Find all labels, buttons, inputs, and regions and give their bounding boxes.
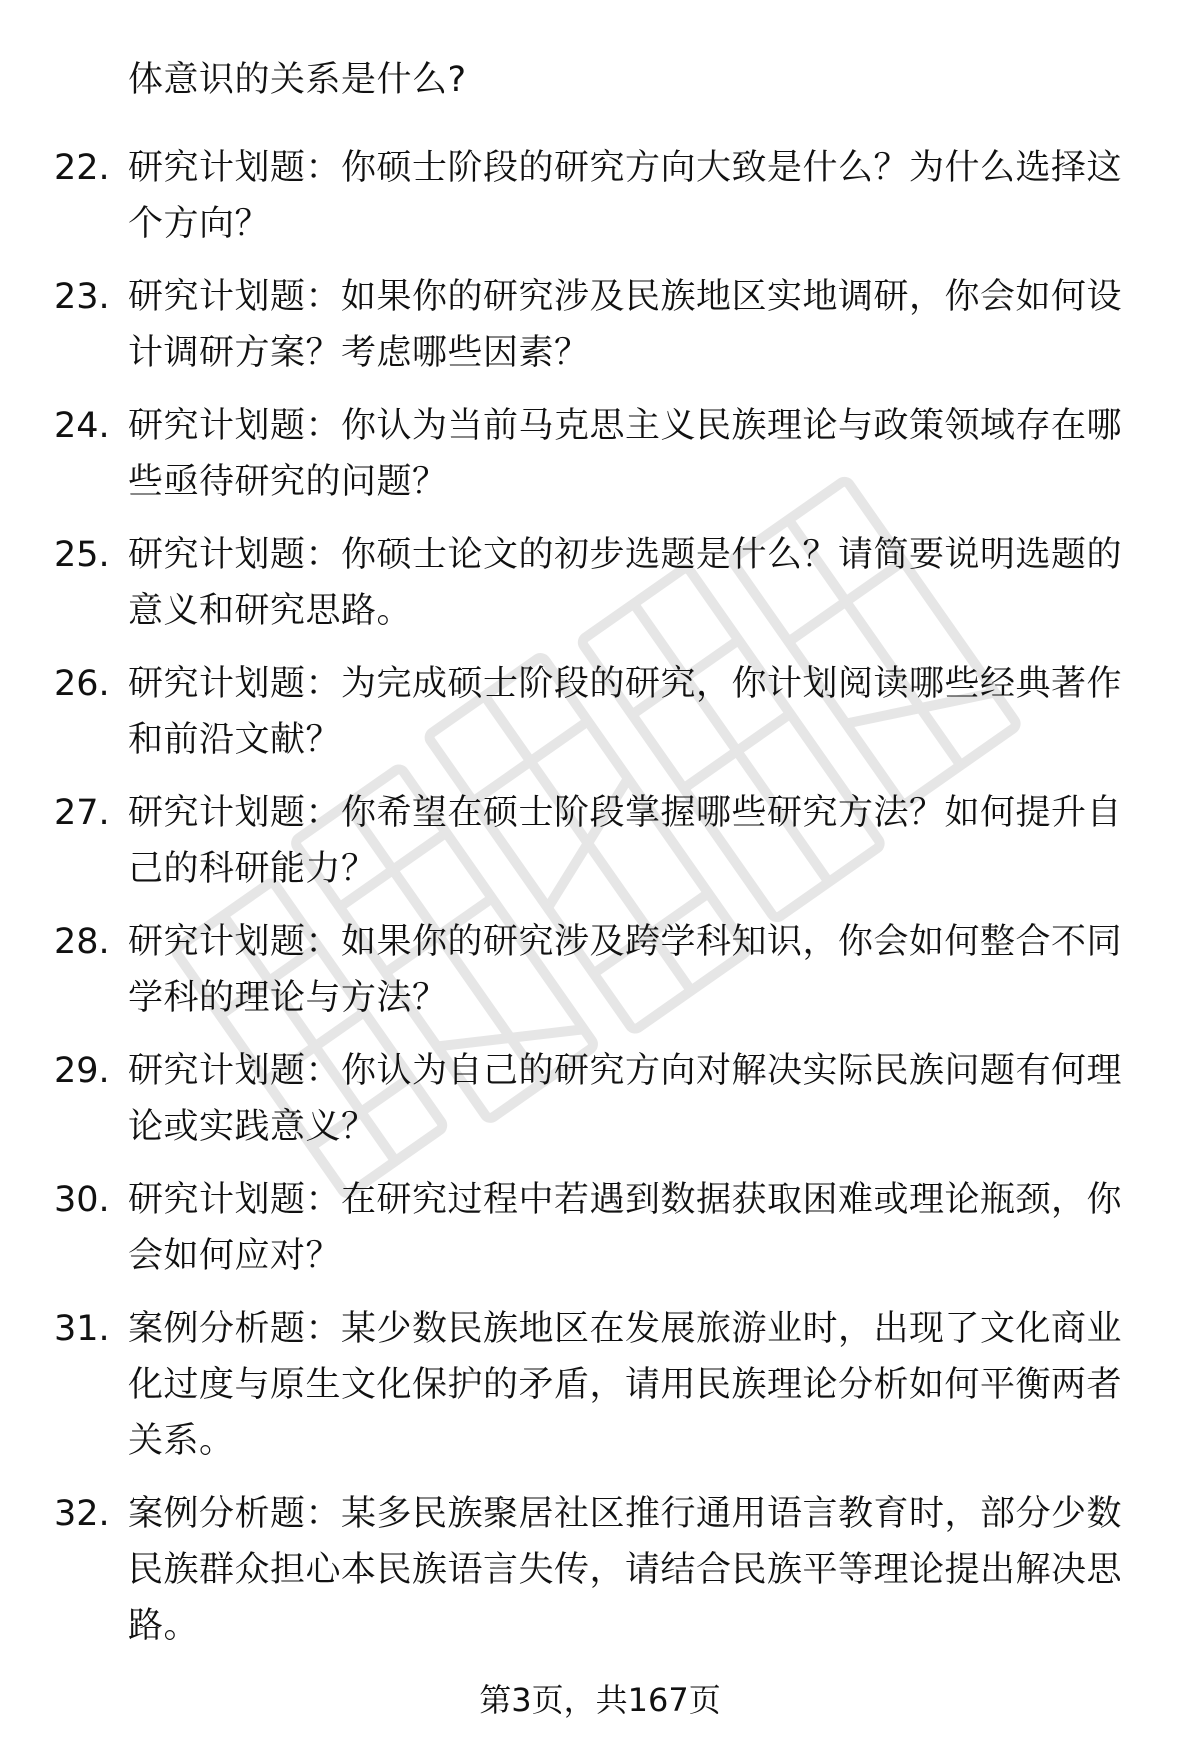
question-item bbox=[0, 1043, 1200, 1155]
question-item bbox=[0, 398, 1200, 510]
question-text: 研究计划题：你认为自己的研究方向对解决实际民族问题有何理论或实践意义？ bbox=[128, 1051, 1123, 1147]
question-item bbox=[0, 1301, 1200, 1469]
question-number: 32. bbox=[54, 1494, 110, 1534]
question-item bbox=[0, 527, 1200, 639]
question-item bbox=[0, 785, 1200, 897]
question-item bbox=[0, 1172, 1200, 1284]
question-number: 25. bbox=[54, 535, 110, 575]
question-text: 研究计划题：如果你的研究涉及民族地区实地调研，你会如何设计调研方案？考虑哪些因素？ bbox=[128, 277, 1123, 373]
question-item bbox=[0, 656, 1200, 768]
continuation-text: 体意识的关系是什么? bbox=[128, 60, 467, 100]
question-list bbox=[0, 140, 1200, 1671]
question-text: 研究计划题：在研究过程中若遇到数据获取困难或理论瓶颈，你会如何应对？ bbox=[128, 1180, 1123, 1276]
question-item bbox=[0, 140, 1200, 252]
question-item bbox=[0, 1486, 1200, 1654]
question-number: 30. bbox=[54, 1180, 110, 1220]
question-number: 26. bbox=[54, 664, 110, 704]
question-number: 28. bbox=[54, 922, 110, 962]
question-number: 23. bbox=[54, 277, 110, 317]
question-text: 研究计划题：如果你的研究涉及跨学科知识，你会如何整合不同学科的理论与方法？ bbox=[128, 922, 1123, 1018]
question-text: 案例分析题：某少数民族地区在发展旅游业时，出现了文化商业化过度与原生文化保护的矛盾，请用民族理论分析如何平衡两者关系。 bbox=[128, 1309, 1123, 1461]
question-text: 研究计划题：为完成硕士阶段的研究，你计划阅读哪些经典著作和前沿文献？ bbox=[128, 664, 1123, 760]
question-number: 24. bbox=[54, 406, 110, 446]
question-text: 研究计划题：你硕士论文的初步选题是什么？请简要说明选题的意义和研究思路。 bbox=[128, 535, 1123, 631]
question-text: 研究计划题：你希望在硕士阶段掌握哪些研究方法？如何提升自己的科研能力？ bbox=[128, 793, 1123, 889]
question-item bbox=[0, 914, 1200, 1026]
page-footer: 第3页，共167页 bbox=[479, 1681, 721, 1719]
question-number: 27. bbox=[54, 793, 110, 833]
question-text: 研究计划题：你认为当前马克思主义民族理论与政策领域存在哪些亟待研究的问题？ bbox=[128, 406, 1123, 502]
question-text: 研究计划题：你硕士阶段的研究方向大致是什么？为什么选择这个方向？ bbox=[128, 148, 1123, 244]
question-number: 22. bbox=[54, 148, 110, 188]
question-text: 案例分析题：某多民族聚居社区推行通用语言教育时，部分少数民族群众担心本民族语言失传，请结合民族平等理论提出解决思路。 bbox=[128, 1494, 1123, 1646]
question-number: 31. bbox=[54, 1309, 110, 1349]
question-number: 29. bbox=[54, 1051, 110, 1091]
question-item bbox=[0, 269, 1200, 381]
